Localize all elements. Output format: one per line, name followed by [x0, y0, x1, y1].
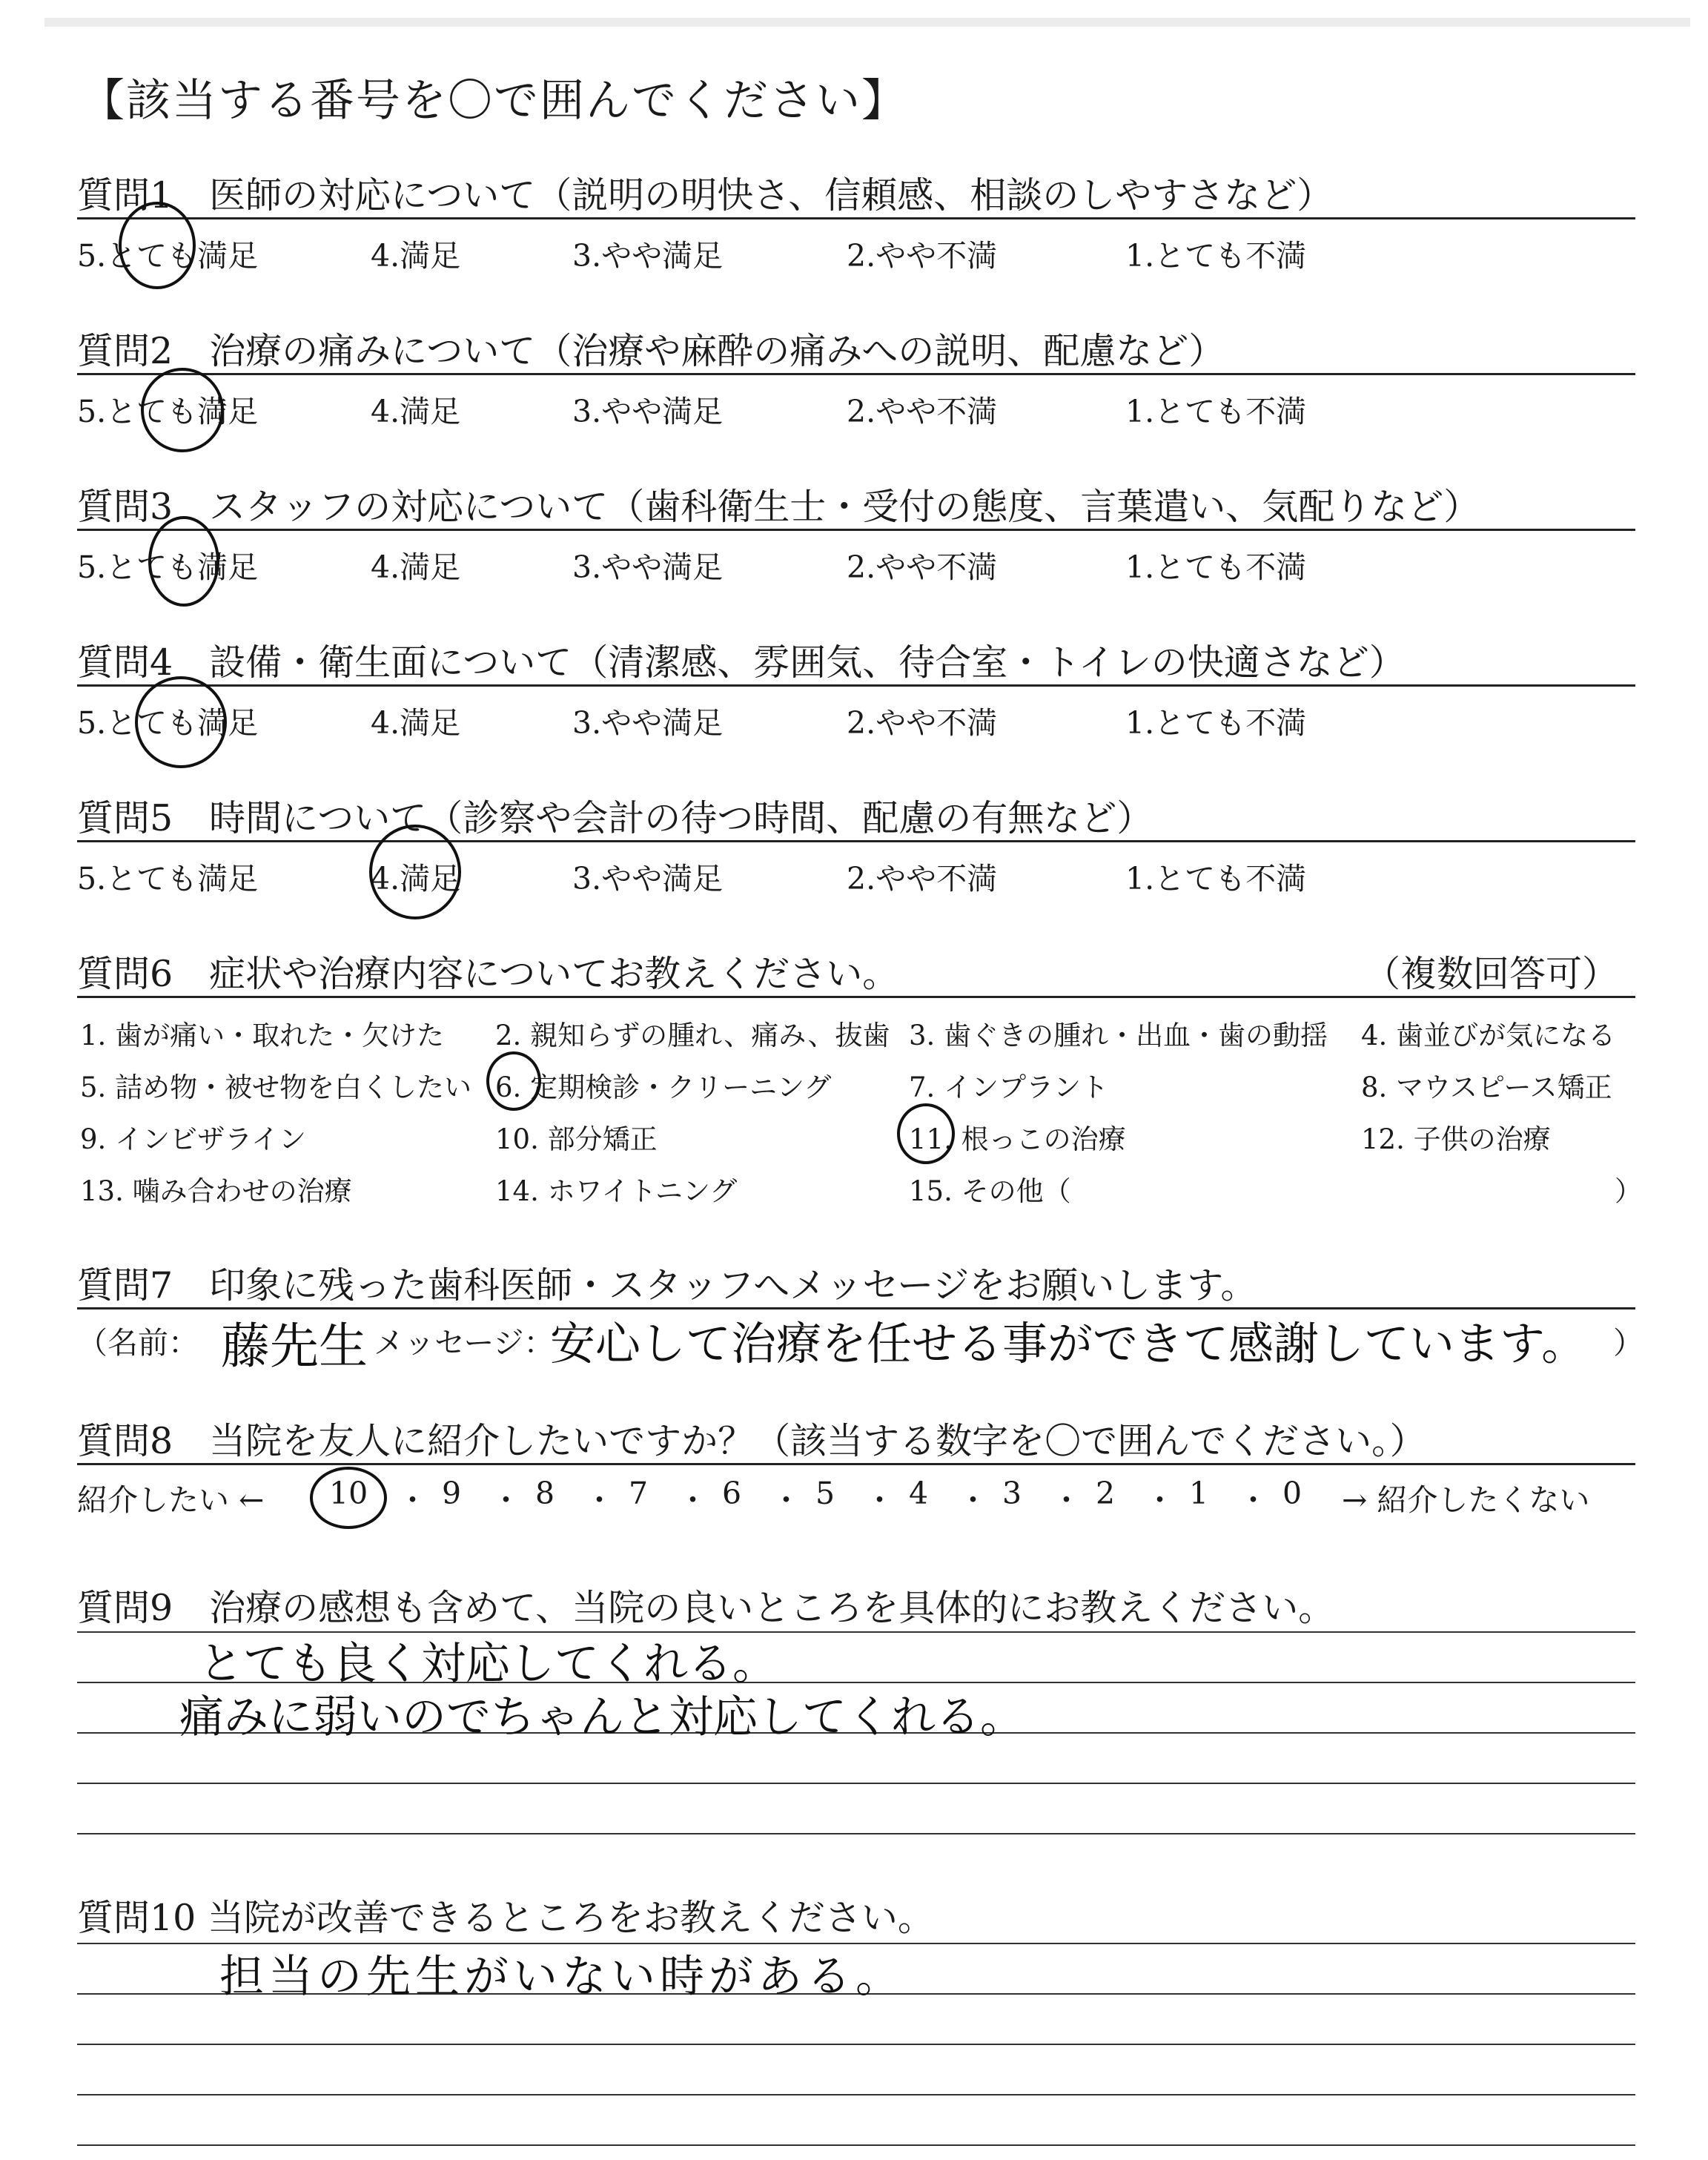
- q2-option-1[interactable]: 1.とても不満: [1125, 394, 1307, 429]
- q7-message-handwritten[interactable]: 安心して治療を任せる事ができて感謝しています。: [550, 1318, 1587, 1370]
- form-header: 【該当する番号を〇で囲んでください】: [80, 75, 907, 127]
- q3-option-1[interactable]: 1.とても不満: [1125, 549, 1307, 585]
- q8-scale-6[interactable]: 6: [722, 1476, 742, 1511]
- q2-option-4[interactable]: 4.満足: [371, 394, 461, 429]
- q5-rule: [77, 840, 1635, 842]
- q6-item-9[interactable]: 9. インビザライン: [80, 1123, 306, 1155]
- q4-option-2[interactable]: 2.やや不満: [847, 705, 998, 741]
- q3-option-2[interactable]: 2.やや不満: [847, 549, 998, 585]
- q1-option-5[interactable]: 5.とても満足: [77, 238, 259, 274]
- q6-item-6[interactable]: 6. 定期検診・クリーニング: [495, 1071, 832, 1103]
- q4-option-3[interactable]: 3.やや満足: [572, 705, 724, 741]
- q8-scale-5[interactable]: 5: [815, 1476, 835, 1511]
- q8-scale-1[interactable]: 1: [1189, 1476, 1209, 1511]
- q6-item-2[interactable]: 2. 親知らずの腫れ、痛み、抜歯: [495, 1020, 890, 1051]
- q3-option-3[interactable]: 3.やや満足: [572, 549, 724, 585]
- q1-title: 質問1 医師の対応について（説明の明快さ、信頼感、相談のしやすさなど）: [77, 174, 1334, 217]
- q8-scale-dot: ・: [678, 1482, 708, 1518]
- q8-scale-dot: ・: [1145, 1482, 1175, 1518]
- q6-rule: [77, 996, 1635, 998]
- q8-scale-dot: ・: [1238, 1482, 1268, 1518]
- q9-answer-line[interactable]: 痛みに弱いのでちゃんと対応してくれる。: [179, 1691, 1025, 1743]
- q8-scale-0[interactable]: 0: [1282, 1476, 1302, 1511]
- q8-scale-3[interactable]: 3: [1002, 1476, 1022, 1511]
- q10-writing-line: [77, 2144, 1635, 2146]
- q6-item-3[interactable]: 3. 歯ぐきの腫れ・出血・歯の動揺: [909, 1020, 1328, 1051]
- q7-title: 質問7 印象に残った歯科医師・スタッフへメッセージをお願いします。: [77, 1264, 1257, 1307]
- q4-option-4[interactable]: 4.満足: [371, 705, 461, 741]
- q5-option-5[interactable]: 5.とても満足: [77, 861, 259, 896]
- q4-selected-circle: [135, 676, 227, 768]
- q6-item-8[interactable]: 8. マウスピース矯正: [1361, 1071, 1612, 1103]
- q5-option-2[interactable]: 2.やや不満: [847, 861, 998, 896]
- q5-option-4[interactable]: 4.満足: [371, 861, 461, 896]
- q7-name-handwritten[interactable]: 藤先生: [221, 1318, 368, 1375]
- q8-right-label: → 紹介したくない: [1342, 1482, 1590, 1518]
- q8-scale-dot: ・: [864, 1482, 895, 1518]
- q8-scale-10[interactable]: 10: [329, 1476, 368, 1511]
- q6-item-15[interactable]: 15. その他（: [909, 1175, 1071, 1207]
- q1-rule: [77, 217, 1635, 219]
- q10-writing-line: [77, 2044, 1635, 2045]
- q6-note: （複数回答可）: [1364, 953, 1619, 995]
- q2-option-3[interactable]: 3.やや満足: [572, 394, 724, 429]
- q3-option-4[interactable]: 4.満足: [371, 549, 461, 585]
- q3-title: 質問3 スタッフの対応について（歯科衛生士・受付の態度、言葉遣い、気配りなど）: [77, 486, 1480, 528]
- q9-writing-line: [77, 1833, 1635, 1834]
- q8-scale-8[interactable]: 8: [535, 1476, 555, 1511]
- q7-close-paren: ）: [1613, 1325, 1644, 1361]
- q8-scale-dot: ・: [584, 1482, 615, 1518]
- q6-item-5[interactable]: 5. 詰め物・被せ物を白くしたい: [80, 1071, 472, 1103]
- q4-title: 質問4 設備・衛生面について（清潔感、雰囲気、待合室・トイレの快適さなど）: [77, 641, 1406, 684]
- q6-item-15-close: ）: [1615, 1175, 1642, 1207]
- q9-answer-line[interactable]: とても良く対応してくれる。: [199, 1638, 777, 1690]
- q10-answer-line[interactable]: 担当の先生がいない時がある。: [219, 1951, 904, 2003]
- q8-rule: [77, 1463, 1635, 1465]
- q2-option-5[interactable]: 5.とても満足: [77, 394, 259, 429]
- q8-selected-circle: [310, 1467, 387, 1529]
- q6-title: 質問6 症状や治療内容についてお教えください。: [77, 953, 899, 995]
- q9-writing-line: [77, 1783, 1635, 1784]
- q3-rule: [77, 529, 1635, 531]
- q5-title: 質問5 時間について（診察や会計の待つ時間、配慮の有無など）: [77, 797, 1153, 839]
- q6-item-14[interactable]: 14. ホワイトニング: [495, 1175, 738, 1207]
- q6-selected-circle-11: [897, 1103, 955, 1164]
- q6-item-10[interactable]: 10. 部分矯正: [495, 1123, 658, 1155]
- q4-rule: [77, 684, 1635, 687]
- q1-selected-circle: [119, 202, 196, 289]
- q6-item-4[interactable]: 4. 歯並びが気になる: [1361, 1020, 1616, 1051]
- q6-item-12[interactable]: 12. 子供の治療: [1361, 1123, 1551, 1155]
- q3-option-5[interactable]: 5.とても満足: [77, 549, 259, 585]
- q8-title: 質問8 当院を友人に紹介したいですか？（該当する数字を〇で囲んでください。）: [77, 1420, 1426, 1462]
- q2-title: 質問2 治療の痛みについて（治療や麻酔の痛みへの説明、配慮など）: [77, 330, 1225, 372]
- q8-scale-9[interactable]: 9: [442, 1476, 462, 1511]
- q4-option-1[interactable]: 1.とても不満: [1125, 705, 1307, 741]
- q8-scale-2[interactable]: 2: [1096, 1476, 1116, 1511]
- q6-item-11[interactable]: 11. 根っこの治療: [909, 1123, 1126, 1155]
- scan-top-edge: [44, 18, 1690, 27]
- q6-item-1[interactable]: 1. 歯が痛い・取れた・欠けた: [80, 1020, 445, 1051]
- q8-scale-dot: ・: [1051, 1482, 1082, 1518]
- q8-scale-dot: ・: [491, 1482, 521, 1518]
- q1-option-1[interactable]: 1.とても不満: [1125, 238, 1307, 274]
- q8-scale-dot: ・: [958, 1482, 988, 1518]
- q6-item-7[interactable]: 7. インプラント: [909, 1071, 1109, 1103]
- q6-selected-circle-6: [486, 1051, 541, 1111]
- q8-scale-7[interactable]: 7: [629, 1476, 649, 1511]
- q8-scale-4[interactable]: 4: [909, 1476, 929, 1511]
- q2-rule: [77, 373, 1635, 375]
- q10-title: 質問10 当院が改善できるところをお教えください。: [77, 1897, 934, 1939]
- q8-scale-dot: ・: [397, 1482, 428, 1518]
- q5-option-3[interactable]: 3.やや満足: [572, 861, 724, 896]
- q2-selected-circle: [141, 368, 224, 452]
- q5-option-1[interactable]: 1.とても不満: [1125, 861, 1307, 896]
- q8-left-label: 紹介したい ←: [77, 1482, 265, 1518]
- q4-option-5[interactable]: 5.とても満足: [77, 705, 259, 741]
- q8-scale-dot: ・: [771, 1482, 801, 1518]
- q1-option-4[interactable]: 4.満足: [371, 238, 461, 274]
- q1-option-3[interactable]: 3.やや満足: [572, 238, 724, 274]
- q2-option-2[interactable]: 2.やや不満: [847, 394, 998, 429]
- q5-selected-circle: [369, 825, 461, 919]
- q7-message-label: メッセージ：: [374, 1325, 555, 1361]
- q3-selected-circle: [148, 516, 219, 607]
- q9-title: 質問9 治療の感想も含めて、当院の良いところを具体的にお教えください。: [77, 1587, 1335, 1629]
- q1-option-2[interactable]: 2.やや不満: [847, 238, 998, 274]
- q10-writing-line: [77, 2094, 1635, 2095]
- q7-name-label: （名前：: [77, 1325, 199, 1361]
- q6-item-13[interactable]: 13. 噛み合わせの治療: [80, 1175, 352, 1207]
